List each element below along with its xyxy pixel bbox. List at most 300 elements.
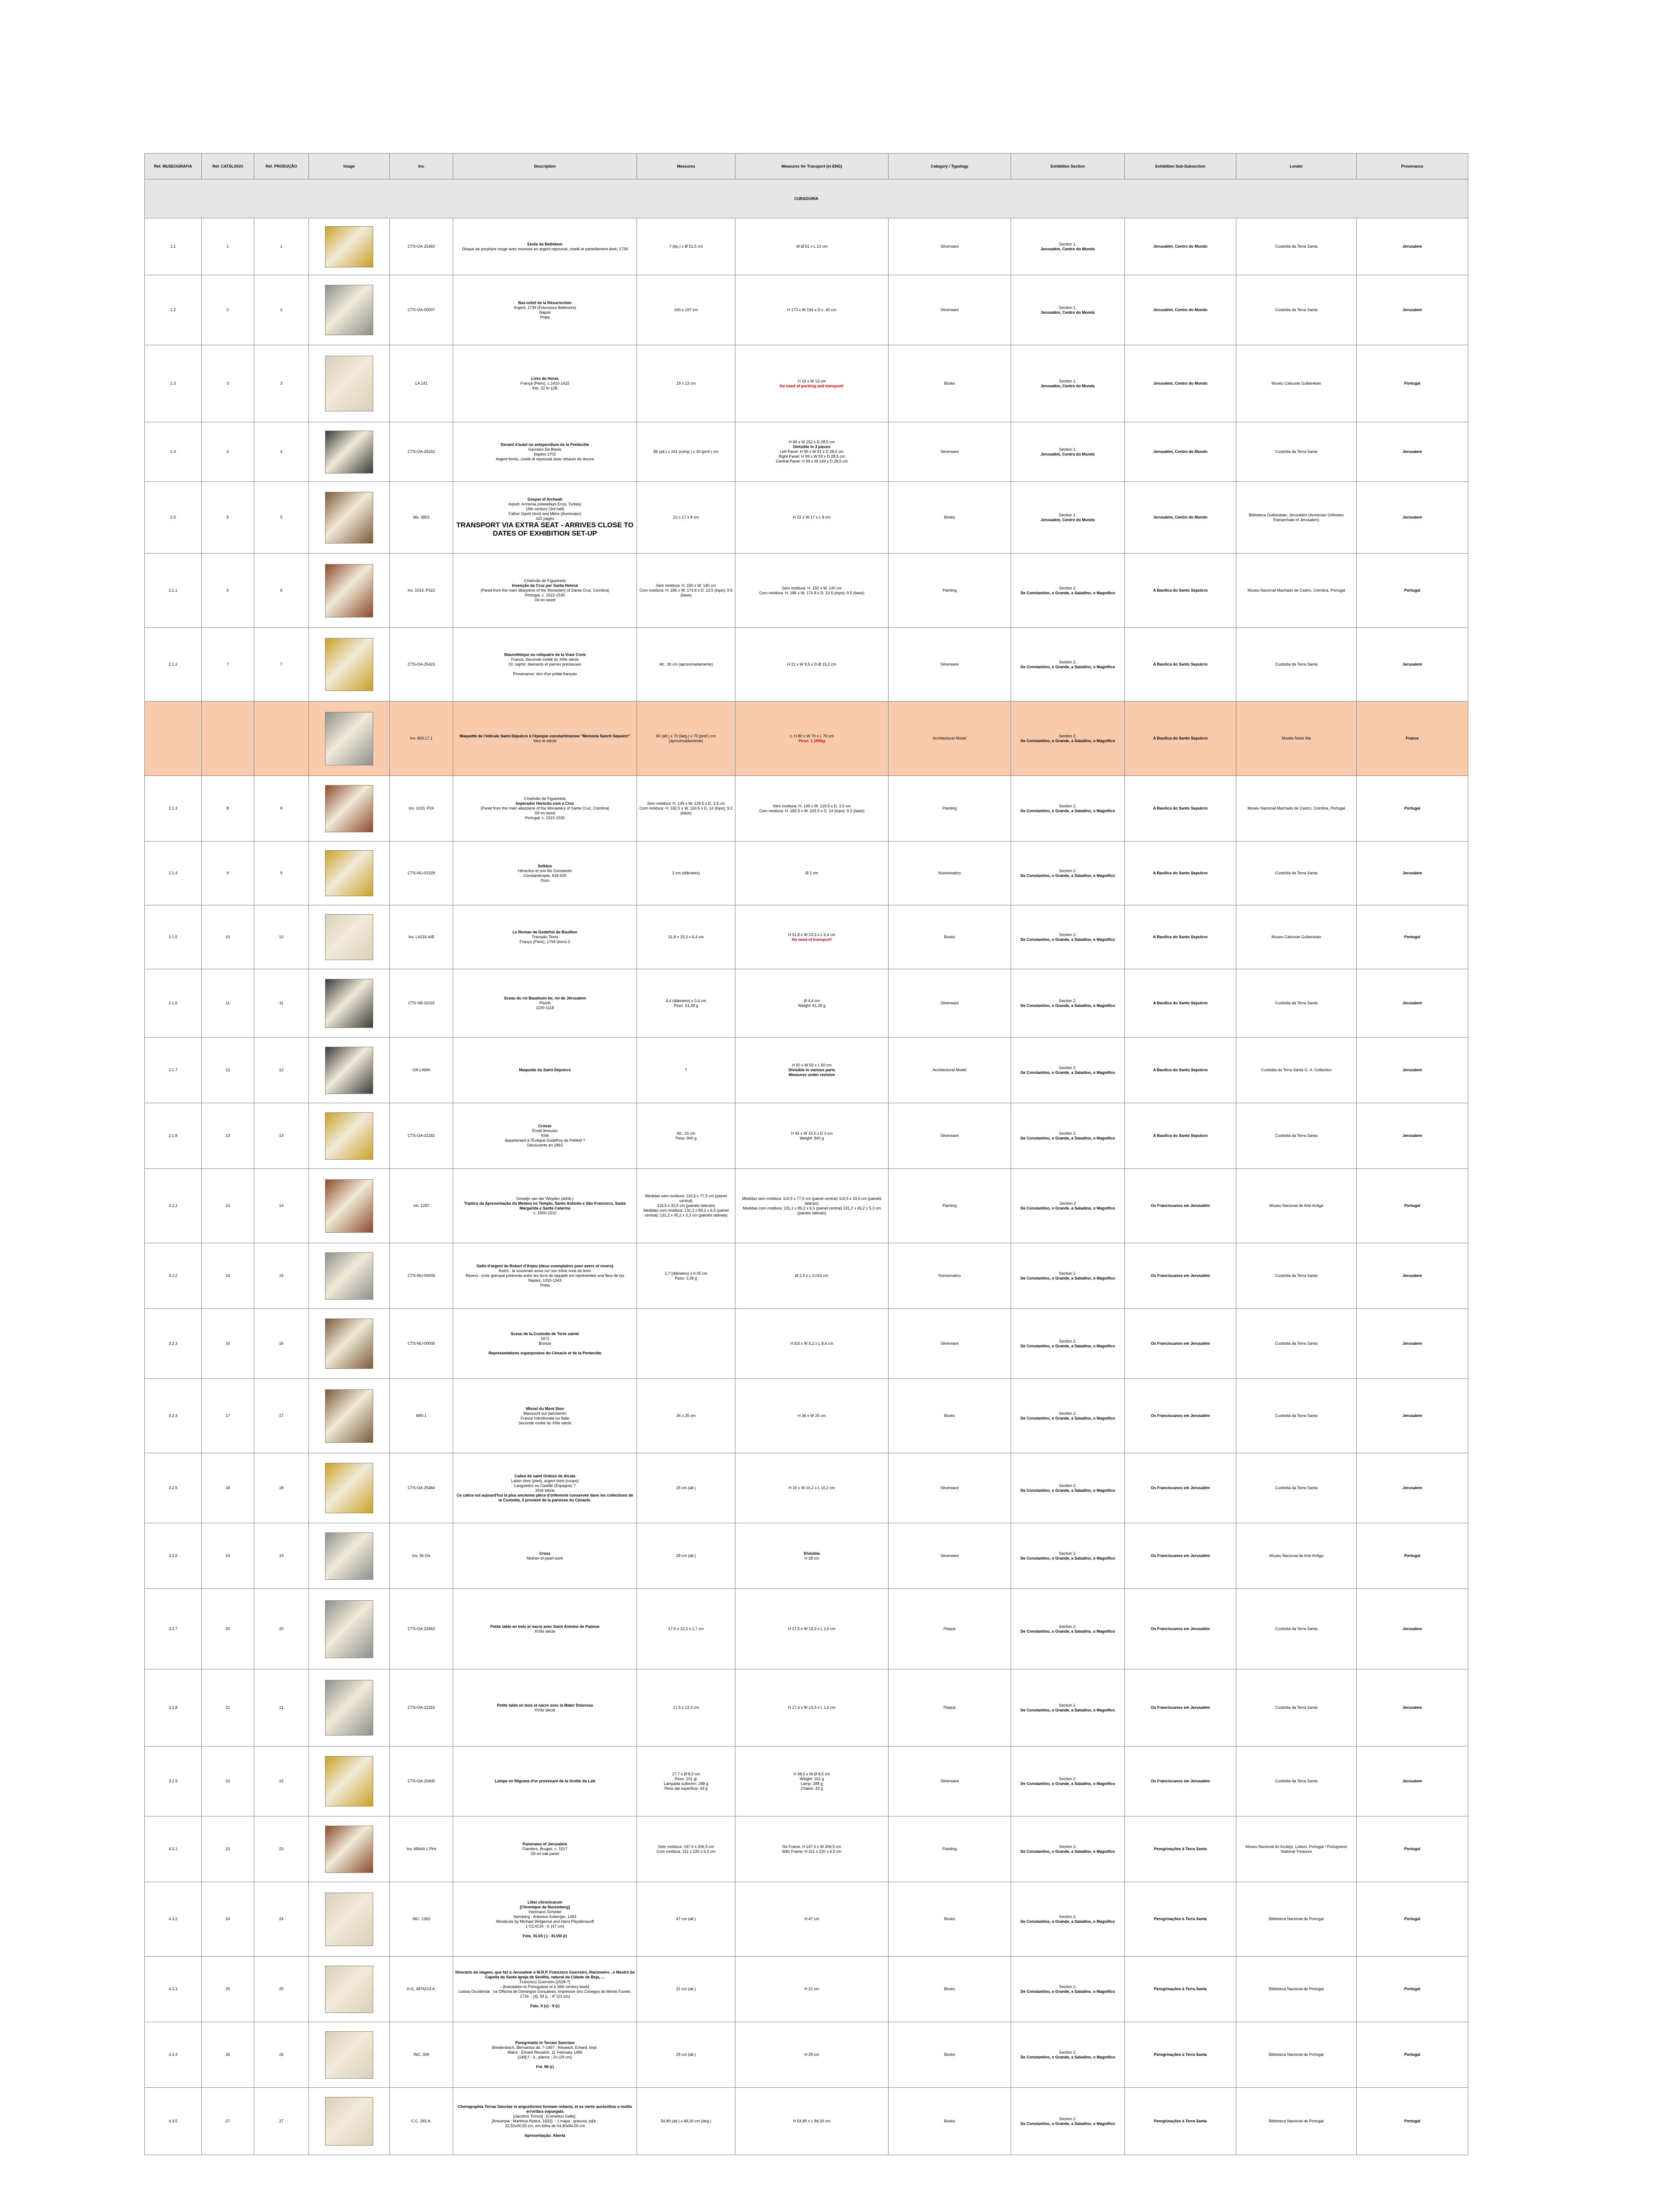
inventory-cell[interactable]	[390, 218, 453, 275]
transport-measures-cell[interactable]	[735, 1379, 889, 1453]
inventory-cell[interactable]	[390, 275, 453, 345]
measures-cell[interactable]	[637, 1669, 735, 1746]
provenance-cell[interactable]	[1357, 1169, 1468, 1243]
provenance-cell[interactable]	[1357, 1589, 1468, 1669]
inventory-cell[interactable]	[390, 422, 453, 482]
provenance-cell[interactable]	[1357, 345, 1468, 422]
description-cell[interactable]	[453, 1523, 637, 1589]
description-cell[interactable]	[453, 1453, 637, 1523]
inventory-cell[interactable]	[390, 701, 453, 776]
ref-producao-cell[interactable]	[254, 345, 309, 422]
ref-producao-cell[interactable]	[254, 1589, 309, 1669]
category-cell[interactable]	[889, 422, 1011, 482]
exhibition-subsection-cell[interactable]	[1125, 1957, 1236, 2022]
image-cell[interactable]	[309, 1523, 390, 1589]
measures-cell[interactable]	[637, 2022, 735, 2088]
measures-cell[interactable]	[637, 345, 735, 422]
description-cell[interactable]	[453, 1038, 637, 1103]
exhibition-section-cell[interactable]	[1011, 1038, 1125, 1103]
ref-catalogo-cell[interactable]	[202, 275, 254, 345]
inventory-cell[interactable]	[390, 1816, 453, 1882]
category-cell[interactable]	[889, 218, 1011, 275]
ref-producao-cell[interactable]	[254, 1379, 309, 1453]
ref-catalogo-cell[interactable]	[202, 422, 254, 482]
ref-producao-cell[interactable]	[254, 701, 309, 776]
category-cell[interactable]	[889, 345, 1011, 422]
ref-museografia-cell[interactable]	[145, 1453, 202, 1523]
provenance-cell[interactable]	[1357, 1523, 1468, 1589]
ref-catalogo-cell[interactable]	[202, 1038, 254, 1103]
ref-museografia-cell[interactable]	[145, 842, 202, 905]
provenance-cell[interactable]	[1357, 905, 1468, 969]
lender-cell[interactable]	[1236, 701, 1357, 776]
transport-measures-cell[interactable]	[735, 628, 889, 701]
category-cell[interactable]	[889, 554, 1011, 628]
lender-cell[interactable]	[1236, 1453, 1357, 1523]
image-cell[interactable]	[309, 1243, 390, 1309]
description-cell[interactable]	[453, 628, 637, 701]
description-cell[interactable]	[453, 482, 637, 554]
ref-producao-cell[interactable]	[254, 1453, 309, 1523]
provenance-cell[interactable]	[1357, 1882, 1468, 1957]
exhibition-subsection-cell[interactable]	[1125, 1309, 1236, 1379]
image-cell[interactable]	[309, 1589, 390, 1669]
exhibition-section-cell[interactable]	[1011, 1589, 1125, 1669]
provenance-cell[interactable]	[1357, 1957, 1468, 2022]
inventory-cell[interactable]	[390, 776, 453, 842]
ref-museografia-cell[interactable]	[145, 554, 202, 628]
exhibition-subsection-cell[interactable]	[1125, 1243, 1236, 1309]
transport-measures-cell[interactable]	[735, 2088, 889, 2155]
description-cell[interactable]	[453, 1882, 637, 1957]
transport-measures-cell[interactable]	[735, 776, 889, 842]
ref-producao-cell[interactable]	[254, 1816, 309, 1882]
lender-cell[interactable]	[1236, 275, 1357, 345]
ref-producao-cell[interactable]	[254, 422, 309, 482]
category-cell[interactable]	[889, 1379, 1011, 1453]
transport-measures-cell[interactable]	[735, 1816, 889, 1882]
measures-cell[interactable]	[637, 1169, 735, 1243]
col-header[interactable]: Provenance	[1357, 154, 1468, 179]
provenance-cell[interactable]	[1357, 2088, 1468, 2155]
transport-measures-cell[interactable]	[735, 1669, 889, 1746]
ref-catalogo-cell[interactable]	[202, 701, 254, 776]
lender-cell[interactable]	[1236, 1882, 1357, 1957]
col-header[interactable]: Exhibition Section	[1011, 154, 1125, 179]
description-cell[interactable]	[453, 1957, 637, 2022]
ref-catalogo-cell[interactable]	[202, 1103, 254, 1169]
exhibition-section-cell[interactable]	[1011, 1309, 1125, 1379]
description-cell[interactable]	[453, 776, 637, 842]
category-cell[interactable]	[889, 776, 1011, 842]
measures-cell[interactable]	[637, 1103, 735, 1169]
transport-measures-cell[interactable]	[735, 422, 889, 482]
inventory-cell[interactable]	[390, 345, 453, 422]
exhibition-subsection-cell[interactable]	[1125, 842, 1236, 905]
col-header[interactable]: Ref. CATÁLOGO	[202, 154, 254, 179]
ref-museografia-cell[interactable]	[145, 1309, 202, 1379]
image-cell[interactable]	[309, 1038, 390, 1103]
description-cell[interactable]	[453, 1243, 637, 1309]
exhibition-section-cell[interactable]	[1011, 776, 1125, 842]
transport-measures-cell[interactable]	[735, 1882, 889, 1957]
provenance-cell[interactable]	[1357, 1243, 1468, 1309]
ref-catalogo-cell[interactable]	[202, 1882, 254, 1957]
transport-measures-cell[interactable]	[735, 969, 889, 1038]
exhibition-section-cell[interactable]	[1011, 842, 1125, 905]
exhibition-section-cell[interactable]	[1011, 1882, 1125, 1957]
category-cell[interactable]	[889, 969, 1011, 1038]
col-header[interactable]: Exhibition Sub-Subsection	[1125, 154, 1236, 179]
measures-cell[interactable]	[637, 1453, 735, 1523]
ref-catalogo-cell[interactable]	[202, 1243, 254, 1309]
ref-producao-cell[interactable]	[254, 1103, 309, 1169]
measures-cell[interactable]	[637, 776, 735, 842]
image-cell[interactable]	[309, 345, 390, 422]
measures-cell[interactable]	[637, 1243, 735, 1309]
category-cell[interactable]	[889, 1309, 1011, 1379]
ref-museografia-cell[interactable]	[145, 2088, 202, 2155]
category-cell[interactable]	[889, 2088, 1011, 2155]
ref-catalogo-cell[interactable]	[202, 969, 254, 1038]
category-cell[interactable]	[889, 1882, 1011, 1957]
inventory-cell[interactable]	[390, 1453, 453, 1523]
category-cell[interactable]	[889, 1589, 1011, 1669]
ref-catalogo-cell[interactable]	[202, 1589, 254, 1669]
provenance-cell[interactable]	[1357, 1453, 1468, 1523]
provenance-cell[interactable]	[1357, 2022, 1468, 2088]
image-cell[interactable]	[309, 1669, 390, 1746]
col-header[interactable]: Inv.	[390, 154, 453, 179]
measures-cell[interactable]	[637, 905, 735, 969]
lender-cell[interactable]	[1236, 1038, 1357, 1103]
category-cell[interactable]	[889, 1669, 1011, 1746]
ref-museografia-cell[interactable]	[145, 628, 202, 701]
lender-cell[interactable]	[1236, 776, 1357, 842]
measures-cell[interactable]	[637, 1589, 735, 1669]
ref-producao-cell[interactable]	[254, 776, 309, 842]
category-cell[interactable]	[889, 1169, 1011, 1243]
lender-cell[interactable]	[1236, 1523, 1357, 1589]
exhibition-subsection-cell[interactable]	[1125, 701, 1236, 776]
ref-catalogo-cell[interactable]	[202, 1523, 254, 1589]
description-cell[interactable]	[453, 1816, 637, 1882]
exhibition-subsection-cell[interactable]	[1125, 1669, 1236, 1746]
description-cell[interactable]	[453, 1103, 637, 1169]
transport-measures-cell[interactable]	[735, 701, 889, 776]
image-cell[interactable]	[309, 1169, 390, 1243]
exhibition-subsection-cell[interactable]	[1125, 905, 1236, 969]
exhibition-subsection-cell[interactable]	[1125, 1038, 1236, 1103]
category-cell[interactable]	[889, 1816, 1011, 1882]
image-cell[interactable]	[309, 1816, 390, 1882]
lender-cell[interactable]	[1236, 2088, 1357, 2155]
ref-producao-cell[interactable]	[254, 1169, 309, 1243]
transport-measures-cell[interactable]	[735, 1309, 889, 1379]
ref-catalogo-cell[interactable]	[202, 1746, 254, 1816]
exhibition-section-cell[interactable]	[1011, 345, 1125, 422]
inventory-cell[interactable]	[390, 1957, 453, 2022]
ref-producao-cell[interactable]	[254, 628, 309, 701]
ref-catalogo-cell[interactable]	[202, 1957, 254, 2022]
ref-producao-cell[interactable]	[254, 1746, 309, 1816]
transport-measures-cell[interactable]	[735, 218, 889, 275]
measures-cell[interactable]	[637, 275, 735, 345]
category-cell[interactable]	[889, 1523, 1011, 1589]
transport-measures-cell[interactable]	[735, 2022, 889, 2088]
exhibition-section-cell[interactable]	[1011, 905, 1125, 969]
ref-museografia-cell[interactable]	[145, 1038, 202, 1103]
ref-museografia-cell[interactable]	[145, 1243, 202, 1309]
inventory-cell[interactable]	[390, 2088, 453, 2155]
provenance-cell[interactable]	[1357, 701, 1468, 776]
ref-catalogo-cell[interactable]	[202, 482, 254, 554]
provenance-cell[interactable]	[1357, 482, 1468, 554]
image-cell[interactable]	[309, 1309, 390, 1379]
inventory-cell[interactable]	[390, 554, 453, 628]
ref-museografia-cell[interactable]	[145, 701, 202, 776]
exhibition-subsection-cell[interactable]	[1125, 1453, 1236, 1523]
lender-cell[interactable]	[1236, 905, 1357, 969]
ref-museografia-cell[interactable]	[145, 1589, 202, 1669]
measures-cell[interactable]	[637, 701, 735, 776]
lender-cell[interactable]	[1236, 422, 1357, 482]
exhibition-section-cell[interactable]	[1011, 1523, 1125, 1589]
ref-museografia-cell[interactable]	[145, 1816, 202, 1882]
inventory-cell[interactable]	[390, 1669, 453, 1746]
ref-museografia-cell[interactable]	[145, 275, 202, 345]
inventory-cell[interactable]	[390, 1243, 453, 1309]
exhibition-section-cell[interactable]	[1011, 1746, 1125, 1816]
provenance-cell[interactable]	[1357, 969, 1468, 1038]
provenance-cell[interactable]	[1357, 275, 1468, 345]
ref-museografia-cell[interactable]	[145, 1379, 202, 1453]
image-cell[interactable]	[309, 275, 390, 345]
lender-cell[interactable]	[1236, 554, 1357, 628]
ref-producao-cell[interactable]	[254, 1309, 309, 1379]
measures-cell[interactable]	[637, 1882, 735, 1957]
inventory-cell[interactable]	[390, 969, 453, 1038]
lender-cell[interactable]	[1236, 1243, 1357, 1309]
ref-museografia-cell[interactable]	[145, 1523, 202, 1589]
provenance-cell[interactable]	[1357, 1379, 1468, 1453]
measures-cell[interactable]	[637, 969, 735, 1038]
image-cell[interactable]	[309, 2088, 390, 2155]
exhibition-subsection-cell[interactable]	[1125, 345, 1236, 422]
category-cell[interactable]	[889, 1453, 1011, 1523]
measures-cell[interactable]	[637, 1379, 735, 1453]
ref-producao-cell[interactable]	[254, 1669, 309, 1746]
ref-catalogo-cell[interactable]	[202, 1309, 254, 1379]
col-header[interactable]: Ref. PRODUÇÃO	[254, 154, 309, 179]
lender-cell[interactable]	[1236, 1309, 1357, 1379]
ref-museografia-cell[interactable]	[145, 345, 202, 422]
ref-catalogo-cell[interactable]	[202, 1669, 254, 1746]
category-cell[interactable]	[889, 1103, 1011, 1169]
ref-producao-cell[interactable]	[254, 905, 309, 969]
inventory-cell[interactable]	[390, 1523, 453, 1589]
ref-catalogo-cell[interactable]	[202, 2022, 254, 2088]
transport-measures-cell[interactable]	[735, 1453, 889, 1523]
col-header[interactable]: Measures	[637, 154, 735, 179]
inventory-cell[interactable]	[390, 1169, 453, 1243]
ref-museografia-cell[interactable]	[145, 1669, 202, 1746]
provenance-cell[interactable]	[1357, 1038, 1468, 1103]
transport-measures-cell[interactable]	[735, 345, 889, 422]
ref-producao-cell[interactable]	[254, 1957, 309, 2022]
ref-producao-cell[interactable]	[254, 554, 309, 628]
exhibition-subsection-cell[interactable]	[1125, 218, 1236, 275]
exhibition-section-cell[interactable]	[1011, 554, 1125, 628]
category-cell[interactable]	[889, 275, 1011, 345]
image-cell[interactable]	[309, 1453, 390, 1523]
category-cell[interactable]	[889, 842, 1011, 905]
ref-museografia-cell[interactable]	[145, 1746, 202, 1816]
inventory-cell[interactable]	[390, 1309, 453, 1379]
lender-cell[interactable]	[1236, 1957, 1357, 2022]
measures-cell[interactable]	[637, 1038, 735, 1103]
category-cell[interactable]	[889, 1746, 1011, 1816]
measures-cell[interactable]	[637, 1816, 735, 1882]
exhibition-subsection-cell[interactable]	[1125, 1169, 1236, 1243]
ref-catalogo-cell[interactable]	[202, 1453, 254, 1523]
category-cell[interactable]	[889, 1243, 1011, 1309]
category-cell[interactable]	[889, 628, 1011, 701]
provenance-cell[interactable]	[1357, 554, 1468, 628]
provenance-cell[interactable]	[1357, 1746, 1468, 1816]
exhibition-section-cell[interactable]	[1011, 422, 1125, 482]
exhibition-subsection-cell[interactable]	[1125, 482, 1236, 554]
description-cell[interactable]	[453, 1309, 637, 1379]
lender-cell[interactable]	[1236, 1103, 1357, 1169]
description-cell[interactable]	[453, 1746, 637, 1816]
exhibition-section-cell[interactable]	[1011, 218, 1125, 275]
col-header[interactable]: Ref. MUSEOGRAFIA	[145, 154, 202, 179]
description-cell[interactable]	[453, 218, 637, 275]
image-cell[interactable]	[309, 422, 390, 482]
measures-cell[interactable]	[637, 554, 735, 628]
ref-catalogo-cell[interactable]	[202, 628, 254, 701]
lender-cell[interactable]	[1236, 482, 1357, 554]
ref-museografia-cell[interactable]	[145, 1882, 202, 1957]
provenance-cell[interactable]	[1357, 1816, 1468, 1882]
ref-producao-cell[interactable]	[254, 969, 309, 1038]
lender-cell[interactable]	[1236, 2022, 1357, 2088]
inventory-cell[interactable]	[390, 628, 453, 701]
exhibition-section-cell[interactable]	[1011, 1103, 1125, 1169]
measures-cell[interactable]	[637, 422, 735, 482]
ref-catalogo-cell[interactable]	[202, 554, 254, 628]
inventory-cell[interactable]	[390, 1038, 453, 1103]
description-cell[interactable]	[453, 422, 637, 482]
image-cell[interactable]	[309, 1746, 390, 1816]
transport-measures-cell[interactable]	[735, 842, 889, 905]
exhibition-section-cell[interactable]	[1011, 275, 1125, 345]
image-cell[interactable]	[309, 1882, 390, 1957]
exhibition-section-cell[interactable]	[1011, 482, 1125, 554]
measures-cell[interactable]	[637, 1957, 735, 2022]
exhibition-subsection-cell[interactable]	[1125, 1816, 1236, 1882]
image-cell[interactable]	[309, 218, 390, 275]
lender-cell[interactable]	[1236, 218, 1357, 275]
ref-catalogo-cell[interactable]	[202, 776, 254, 842]
description-cell[interactable]	[453, 345, 637, 422]
measures-cell[interactable]	[637, 628, 735, 701]
measures-cell[interactable]	[637, 842, 735, 905]
ref-producao-cell[interactable]	[254, 218, 309, 275]
description-cell[interactable]	[453, 554, 637, 628]
category-cell[interactable]	[889, 1957, 1011, 2022]
ref-producao-cell[interactable]	[254, 1523, 309, 1589]
inventory-cell[interactable]	[390, 482, 453, 554]
col-header[interactable]: Description	[453, 154, 637, 179]
ref-catalogo-cell[interactable]	[202, 1816, 254, 1882]
category-cell[interactable]	[889, 1038, 1011, 1103]
lender-cell[interactable]	[1236, 1379, 1357, 1453]
description-cell[interactable]	[453, 842, 637, 905]
exhibition-subsection-cell[interactable]	[1125, 2022, 1236, 2088]
ref-producao-cell[interactable]	[254, 1038, 309, 1103]
measures-cell[interactable]	[637, 482, 735, 554]
ref-museografia-cell[interactable]	[145, 776, 202, 842]
inventory-cell[interactable]	[390, 1589, 453, 1669]
exhibition-subsection-cell[interactable]	[1125, 275, 1236, 345]
inventory-cell[interactable]	[390, 842, 453, 905]
image-cell[interactable]	[309, 1379, 390, 1453]
provenance-cell[interactable]	[1357, 842, 1468, 905]
provenance-cell[interactable]	[1357, 628, 1468, 701]
inventory-cell[interactable]	[390, 1882, 453, 1957]
exhibition-section-cell[interactable]	[1011, 1453, 1125, 1523]
image-cell[interactable]	[309, 776, 390, 842]
exhibition-subsection-cell[interactable]	[1125, 2088, 1236, 2155]
description-cell[interactable]	[453, 2022, 637, 2088]
col-header[interactable]: Lender	[1236, 154, 1357, 179]
image-cell[interactable]	[309, 1957, 390, 2022]
ref-catalogo-cell[interactable]	[202, 345, 254, 422]
provenance-cell[interactable]	[1357, 218, 1468, 275]
provenance-cell[interactable]	[1357, 1103, 1468, 1169]
lender-cell[interactable]	[1236, 842, 1357, 905]
description-cell[interactable]	[453, 905, 637, 969]
transport-measures-cell[interactable]	[735, 1957, 889, 2022]
transport-measures-cell[interactable]	[735, 1169, 889, 1243]
provenance-cell[interactable]	[1357, 422, 1468, 482]
ref-producao-cell[interactable]	[254, 1243, 309, 1309]
exhibition-section-cell[interactable]	[1011, 969, 1125, 1038]
category-cell[interactable]	[889, 482, 1011, 554]
measures-cell[interactable]	[637, 1309, 735, 1379]
description-cell[interactable]	[453, 969, 637, 1038]
lender-cell[interactable]	[1236, 1589, 1357, 1669]
description-cell[interactable]	[453, 275, 637, 345]
ref-producao-cell[interactable]	[254, 275, 309, 345]
image-cell[interactable]	[309, 482, 390, 554]
ref-museografia-cell[interactable]	[145, 2022, 202, 2088]
description-cell[interactable]	[453, 1169, 637, 1243]
exhibition-subsection-cell[interactable]	[1125, 1589, 1236, 1669]
col-header[interactable]: Image	[309, 154, 390, 179]
exhibition-section-cell[interactable]	[1011, 1169, 1125, 1243]
exhibition-subsection-cell[interactable]	[1125, 1523, 1236, 1589]
image-cell[interactable]	[309, 2022, 390, 2088]
ref-catalogo-cell[interactable]	[202, 905, 254, 969]
image-cell[interactable]	[309, 905, 390, 969]
lender-cell[interactable]	[1236, 628, 1357, 701]
provenance-cell[interactable]	[1357, 1309, 1468, 1379]
description-cell[interactable]	[453, 1379, 637, 1453]
image-cell[interactable]	[309, 554, 390, 628]
